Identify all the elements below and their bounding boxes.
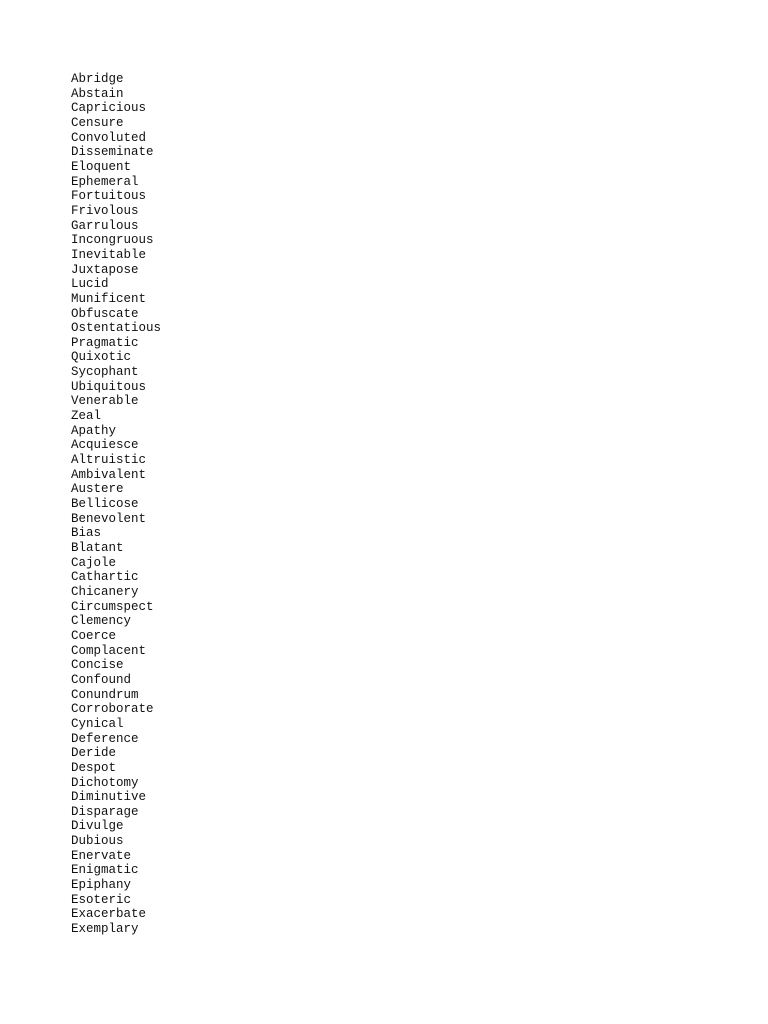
word-item: Deride (71, 746, 117, 761)
word-item: Acquiesce (71, 438, 139, 453)
word-item: Bellicose (71, 497, 139, 512)
word-item: Cathartic (71, 570, 139, 585)
word-item: Chicanery (71, 584, 139, 599)
word-item: Ephemeral (71, 174, 139, 189)
word-item: Censure (71, 115, 124, 130)
word-item: Convoluted (71, 130, 147, 145)
word-item: Enigmatic (71, 863, 139, 878)
word-item: Dubious (71, 834, 124, 849)
word-item: Conundrum (71, 687, 139, 702)
word-item: Deference (71, 731, 139, 746)
word-item: Diminutive (71, 790, 147, 805)
word-item: Confound (71, 672, 132, 687)
word-item: Zeal (71, 409, 102, 424)
word-item: Dichotomy (71, 775, 139, 790)
word-item: Juxtapose (71, 262, 139, 277)
word-item: Disseminate (71, 145, 154, 160)
word-item: Abridge (71, 72, 124, 86)
word-item: Abstain (71, 86, 124, 101)
word-item: Cajole (71, 555, 117, 570)
word-item: Fortuitous (71, 189, 147, 204)
word-item: Clemency (71, 614, 132, 629)
word-item: Incongruous (71, 233, 154, 248)
word-item: Quixotic (71, 350, 132, 365)
word-item: Disparage (71, 804, 139, 819)
word-item: Concise (71, 658, 124, 673)
word-item: Cynical (71, 716, 124, 731)
word-item: Benevolent (71, 511, 147, 526)
word-item: Venerable (71, 394, 139, 409)
word-item: Lucid (71, 277, 109, 292)
word-item: Garrulous (71, 218, 139, 233)
word-item: Ubiquitous (71, 379, 147, 394)
word-item: Pragmatic (71, 335, 139, 350)
word-item: Exemplary (71, 922, 139, 937)
word-item: Bias (71, 526, 102, 541)
word-item: Exacerbate (71, 907, 147, 922)
word-item: Sycophant (71, 365, 139, 380)
word-item: Despot (71, 760, 117, 775)
word-item: Ostentatious (71, 321, 162, 336)
word-item: Esoteric (71, 892, 132, 907)
word-item: Capricious (71, 101, 147, 116)
word-item: Coerce (71, 628, 117, 643)
word-item: Apathy (71, 423, 117, 438)
word-item: Altruistic (71, 453, 147, 468)
word-item: Obfuscate (71, 306, 139, 321)
word-list (71, 72, 161, 937)
word-item: Divulge (71, 819, 124, 834)
word-item: Circumspect (71, 599, 154, 614)
word-item: Complacent (71, 643, 147, 658)
word-item: Eloquent (71, 159, 132, 174)
word-item: Austere (71, 482, 124, 497)
word-item: Epiphany (71, 878, 132, 893)
word-item: Blatant (71, 541, 124, 555)
word-item: Ambivalent (71, 467, 147, 482)
word-item: Corroborate (71, 702, 154, 717)
word-item: Munificent (71, 291, 147, 306)
word-item: Frivolous (71, 203, 139, 218)
word-item: Enervate (71, 848, 132, 863)
word-item: Inevitable (71, 247, 147, 262)
